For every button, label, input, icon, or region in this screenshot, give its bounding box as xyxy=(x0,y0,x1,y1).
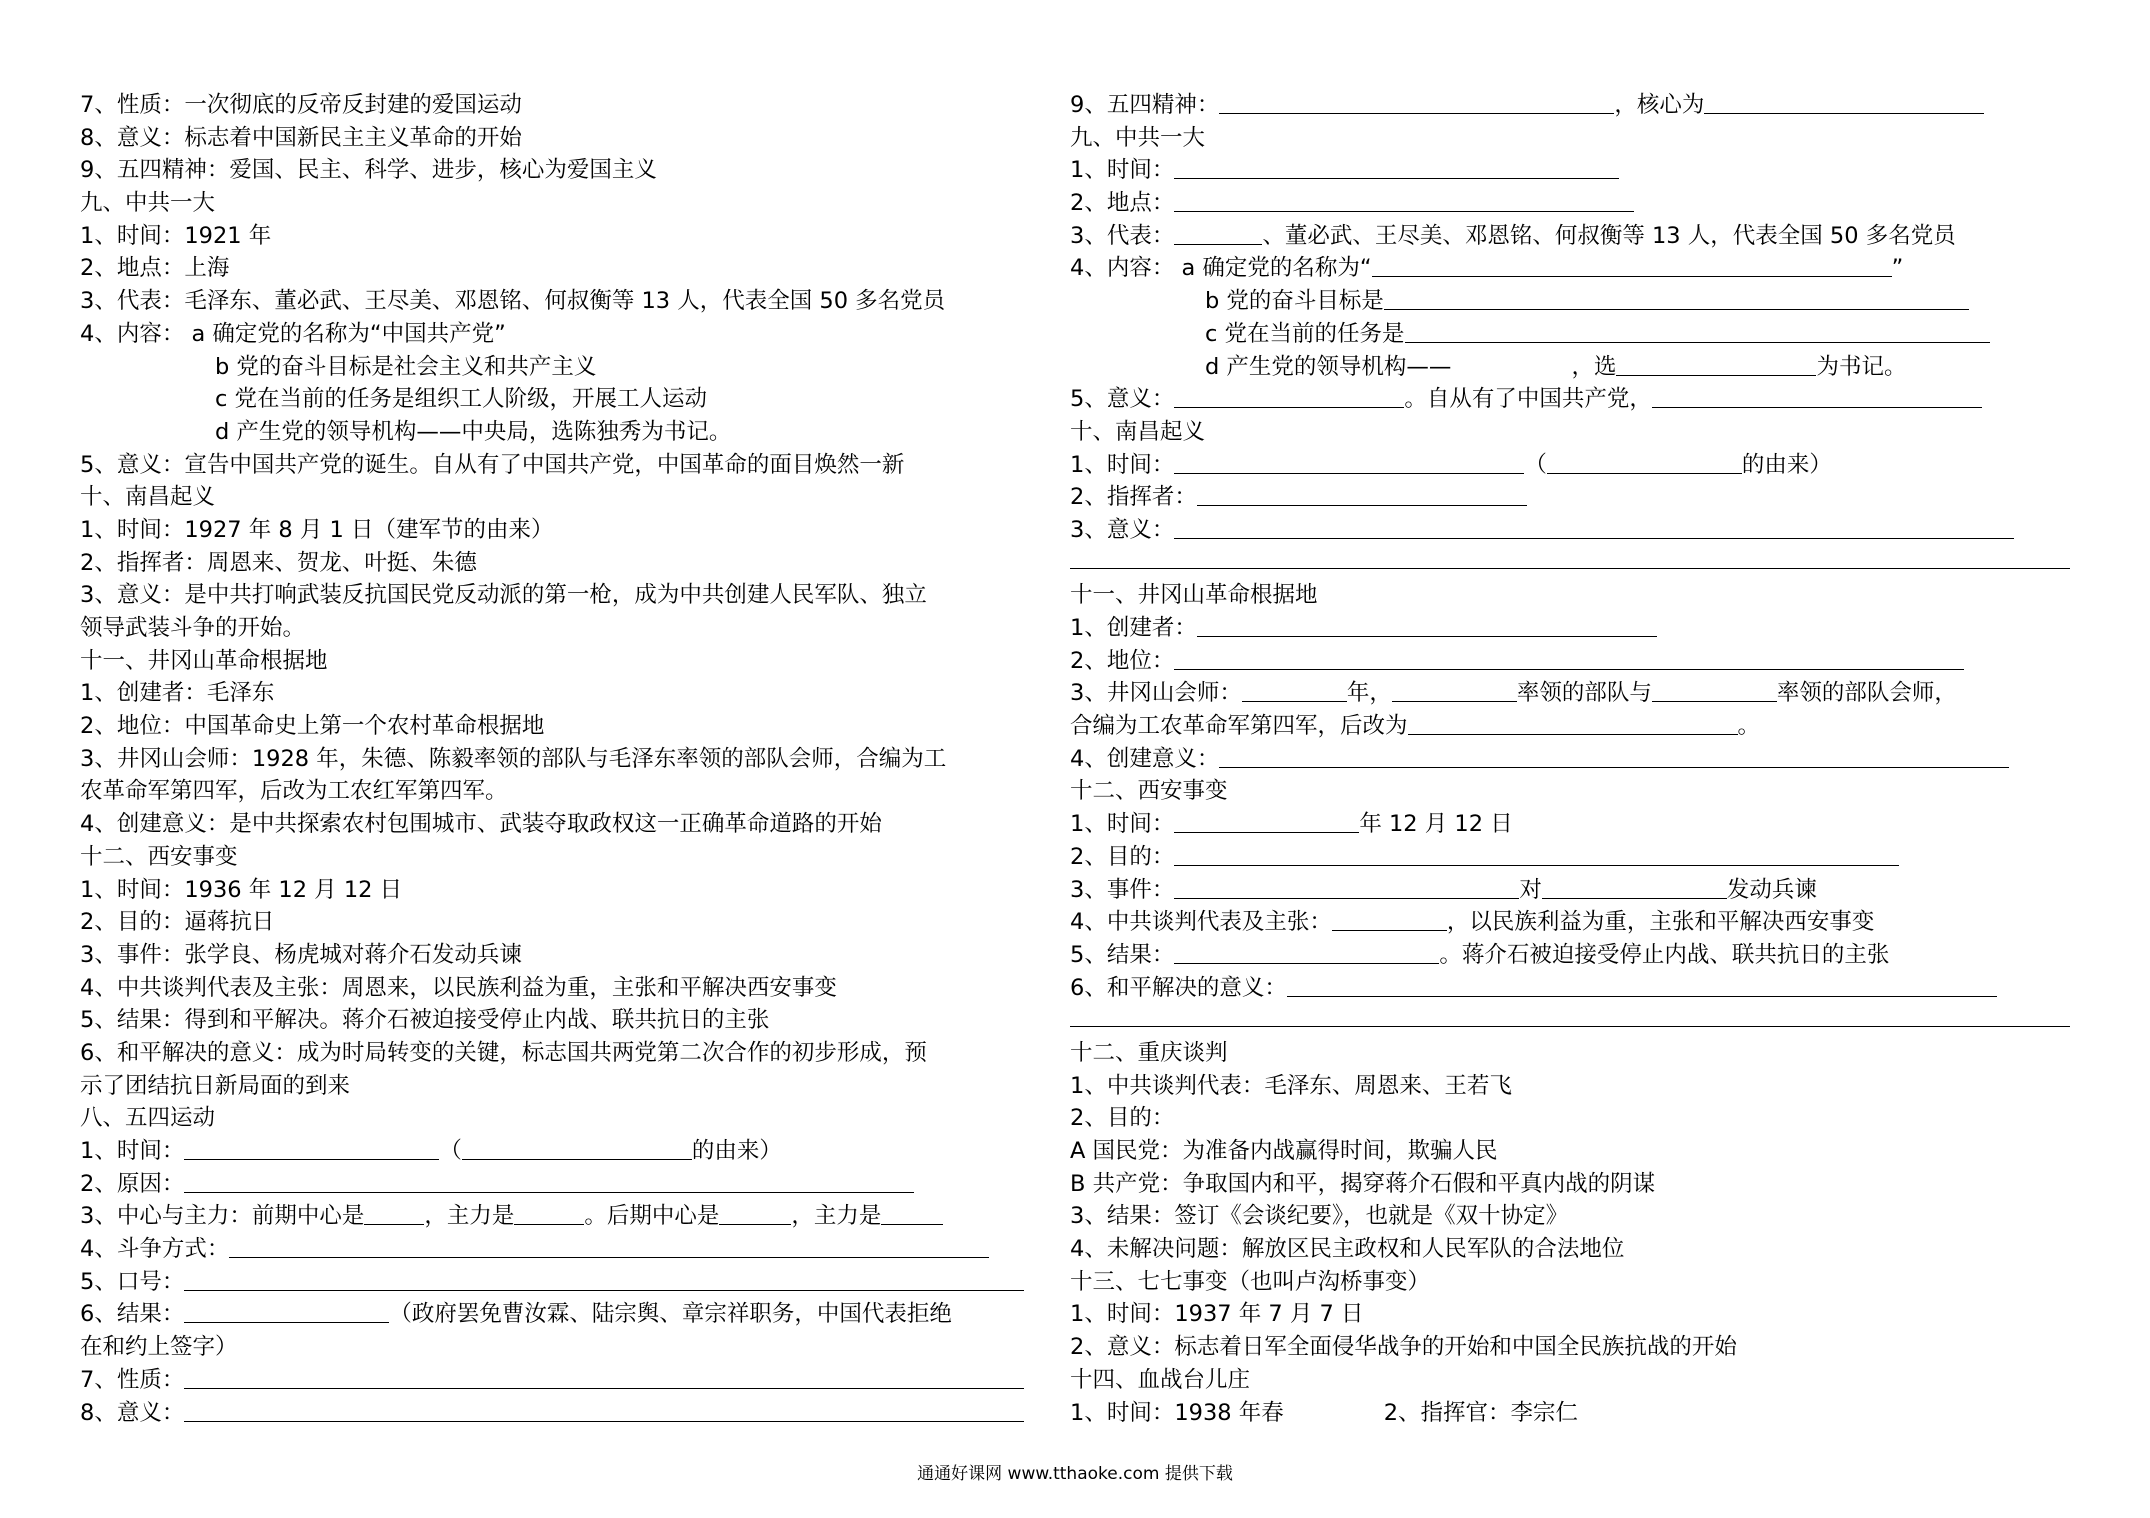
text-line: 1、时间：1927 年 8 月 1 日（建军节的由来） xyxy=(80,516,554,543)
blank-field[interactable] xyxy=(1547,451,1742,474)
section-heading: 十一、井冈山革命根据地 xyxy=(80,647,328,674)
blank-field[interactable] xyxy=(1384,287,1969,310)
text-line: d 产生党的领导机构——中央局，选陈独秀为书记。 xyxy=(215,418,732,445)
text-line: 2、地位：中国革命史上第一个农村革命根据地 xyxy=(80,713,545,740)
blank-line[interactable] xyxy=(1070,1004,2070,1037)
blank-field[interactable] xyxy=(184,1268,1024,1291)
text-line: 2、目的：逼蒋抗日 xyxy=(80,909,275,936)
fill-line: 3、代表： 、董必武、王尽美、邓恩铭、何叔衡等 13 人，代表全国 50 多名党员 xyxy=(1070,222,1956,249)
fill-line: 4、中共谈判代表及主张： ，以民族利益为重，主张和平解决西安事变 xyxy=(1070,909,1875,936)
text-line: 1、时间：1938 年春 2、指挥官：李宗仁 xyxy=(1070,1399,1579,1426)
blank-field[interactable] xyxy=(1542,876,1727,899)
fill-line: 1、创建者： xyxy=(1070,612,2070,645)
fill-line: 3、事件： 对 发动兵谏 xyxy=(1070,876,1817,903)
section-heading: 十一、井冈山革命根据地 xyxy=(1070,582,1318,609)
fill-line: 9、五四精神： ，核心为 xyxy=(1070,89,2070,122)
blank-field[interactable] xyxy=(1174,516,2014,539)
blank-field[interactable] xyxy=(1287,974,1997,997)
fill-line: 1、时间： 年 12 月 12 日 xyxy=(1070,811,1513,838)
text-line: 领导武装斗争的开始。 xyxy=(80,615,306,641)
blank-field[interactable] xyxy=(184,1300,389,1323)
section-heading: 十二、西安事变 xyxy=(1070,778,1228,805)
fill-line: 6、结果： （政府罢免曹汝霖、陆宗舆、章宗祥职务，中国代表拒绝 xyxy=(80,1301,952,1328)
text-line: c 党在当前的任务是组织工人阶级，开展工人运动 xyxy=(215,386,708,413)
text-line: A 国民党：为准备内战赢得时间，欺骗人民 xyxy=(1070,1138,1498,1164)
blank-field[interactable] xyxy=(1174,156,1619,179)
blank-field[interactable] xyxy=(1174,385,1404,408)
blank-field[interactable] xyxy=(1219,91,1614,114)
text-line: 2、意义：标志着日军全面侵华战争的开始和中国全民族抗战的开始 xyxy=(1070,1334,1737,1361)
fill-line: 2、地点： xyxy=(1070,187,2070,220)
text-line: 2、目的： xyxy=(1070,1105,1175,1132)
blank-field[interactable] xyxy=(1174,810,1359,833)
section-heading: 九、中共一大 xyxy=(80,190,216,217)
fill-line: 1、时间： （ 的由来） xyxy=(1070,451,1832,478)
blank-field[interactable] xyxy=(1197,483,1527,506)
fill-line: 4、内容： a 确定党的名称为“ ” xyxy=(1070,255,1904,282)
blank-field[interactable] xyxy=(1174,189,1634,212)
section-heading: 十二、重庆谈判 xyxy=(1070,1039,1228,1066)
fill-line: 2、原因： xyxy=(80,1168,1030,1201)
section-heading: 十四、血战台儿庄 xyxy=(1070,1366,1251,1393)
fill-line: c 党在当前的任务是 xyxy=(1070,318,2070,351)
fill-line: 3、意义： xyxy=(1070,514,2070,547)
text-line: 在和约上签字） xyxy=(80,1334,238,1361)
blank-field[interactable] xyxy=(1392,679,1517,702)
blank-field[interactable] xyxy=(184,1366,1024,1389)
fill-line: 8、意义： xyxy=(80,1397,1030,1430)
blank-field[interactable] xyxy=(184,1399,1024,1422)
text-line: 6、和平解决的意义：成为时局转变的关键，标志国共两党第二次合作的初步形成，预 xyxy=(80,1039,927,1066)
blank-field[interactable] xyxy=(1174,222,1262,245)
section-heading: 八、五四运动 xyxy=(80,1105,216,1132)
fill-line: 3、中心与主力：前期中心是 ，主力是 。后期中心是 ，主力是 xyxy=(80,1200,1030,1233)
text-line: 1、创建者：毛泽东 xyxy=(80,680,275,707)
fill-line: 1、时间： xyxy=(1070,154,2070,187)
fill-line: 6、和平解决的意义： xyxy=(1070,972,2070,1005)
fill-line: 5、结果： 。蒋介石被迫接受停止内战、联共抗日的主张 xyxy=(1070,941,1890,968)
blank-field[interactable] xyxy=(1332,908,1447,931)
fill-line: b 党的奋斗目标是 xyxy=(1070,285,2070,318)
fill-line: 3、井冈山会师： 年， 率领的部队与 率领的部队会师， xyxy=(1070,680,1957,707)
blank-field[interactable] xyxy=(881,1202,943,1225)
fill-line: 合编为工农革命军第四军，后改为 。 xyxy=(1070,713,1761,740)
text-line: 1、时间：1937 年 7 月 7 日 xyxy=(1070,1301,1364,1328)
blank-field[interactable] xyxy=(514,1202,584,1225)
text-line: 4、中共谈判代表及主张：周恩来，以民族利益为重，主张和平解决西安事变 xyxy=(80,974,837,1001)
blank-field[interactable] xyxy=(1704,91,1984,114)
text-line: 4、内容： a 确定党的名称为“中国共产党” xyxy=(80,320,506,347)
blank-field[interactable] xyxy=(1405,320,1990,343)
text-line: 3、代表：毛泽东、董必武、王尽美、邓恩铭、何叔衡等 13 人，代表全国 50 多名党员 xyxy=(80,288,946,315)
text-line: 1、时间：1936 年 12 月 12 日 xyxy=(80,876,403,903)
blank-field[interactable] xyxy=(1174,843,1899,866)
text-line: 5、结果：得到和平解决。蒋介石被迫接受停止内战、联共抗日的主张 xyxy=(80,1007,770,1034)
fill-line: 1、时间： （ 的由来） xyxy=(80,1138,782,1164)
fill-line: 5、口号： xyxy=(80,1266,1030,1299)
text-line: 1、中共谈判代表：毛泽东、周恩来、王若飞 xyxy=(1070,1072,1512,1099)
text-line: B 共产党：争取国内和平，揭穿蒋介石假和平真内战的阴谋 xyxy=(1070,1170,1656,1197)
fill-line: 7、性质： xyxy=(80,1364,1030,1397)
text-line: 1、时间：1921 年 xyxy=(80,222,272,249)
text-line: 3、井冈山会师：1928 年，朱德、陈毅率领的部队与毛泽东率领的部队会师，合编为工 xyxy=(80,745,947,772)
text-line: 5、意义：宣告中国共产党的诞生。自从有了中国共产党，中国革命的面目焕然一新 xyxy=(80,451,905,478)
fill-line: 4、创建意义： xyxy=(1070,743,2070,776)
blank-field[interactable] xyxy=(719,1202,791,1225)
blank-field[interactable] xyxy=(1174,876,1519,899)
blank-field[interactable] xyxy=(1174,451,1524,474)
blank-field[interactable] xyxy=(184,1170,914,1193)
blank-field[interactable] xyxy=(1242,679,1347,702)
text-line: 3、意义：是中共打响武装反抗国民党反动派的第一枪，成为中共创建人民军队、独立 xyxy=(80,582,927,609)
blank-field[interactable] xyxy=(462,1137,692,1160)
page-footer: 通通好课网 www.tthaoke.com 提供下载 xyxy=(917,1464,1233,1484)
blank-field[interactable] xyxy=(1174,647,1964,670)
blank-line[interactable] xyxy=(1070,547,2070,580)
left-column xyxy=(80,89,1030,1429)
blank-field[interactable] xyxy=(1219,745,2009,768)
text-line: 4、创建意义：是中共探索农村包围城市、武装夺取政权这一正确革命道路的开始 xyxy=(80,811,882,838)
blank-field[interactable] xyxy=(1408,712,1738,735)
blank-field[interactable] xyxy=(1174,941,1439,964)
blank-field[interactable] xyxy=(1197,614,1657,637)
section-heading: 十二、西安事变 xyxy=(80,843,238,870)
section-heading: 十三、七七事变（也叫卢沟桥事变） xyxy=(1070,1268,1431,1295)
fill-line: 5、意义： 。自从有了中国共产党， xyxy=(1070,383,2070,416)
fill-line: 4、斗争方式： xyxy=(80,1233,1030,1266)
text-line: 农革命军第四军，后改为工农红军第四军。 xyxy=(80,778,508,805)
text-line: 示了团结抗日新局面的到来 xyxy=(80,1072,351,1099)
text-line: 3、事件：张学良、杨虎城对蒋介石发动兵谏 xyxy=(80,941,522,968)
text-line: 2、指挥者：周恩来、贺龙、叶挺、朱德 xyxy=(80,549,477,576)
text-line: 9、五四精神：爱国、民主、科学、进步，核心为爱国主义 xyxy=(80,157,657,184)
fill-line: 2、目的： xyxy=(1070,841,2070,874)
text-line: b 党的奋斗目标是社会主义和共产主义 xyxy=(215,353,597,380)
text-line: 8、意义：标志着中国新民主主义革命的开始 xyxy=(80,124,522,151)
text-line: 7、性质：一次彻底的反帝反封建的爱国运动 xyxy=(80,92,522,118)
text-line: 3、结果：签订《会谈纪要》，也就是《双十协定》 xyxy=(1070,1203,1569,1230)
section-heading: 十、南昌起义 xyxy=(1070,418,1206,445)
blank-field[interactable] xyxy=(1652,385,1982,408)
fill-line: d 产生党的领导机构—— ，选 为书记。 xyxy=(1205,353,1907,380)
blank-field[interactable] xyxy=(229,1235,989,1258)
blank-field[interactable] xyxy=(1652,679,1777,702)
right-column xyxy=(1070,89,2070,1429)
section-heading: 九、中共一大 xyxy=(1070,124,1206,151)
text-line: 2、地点：上海 xyxy=(80,255,230,282)
blank-field[interactable] xyxy=(1372,254,1892,277)
blank-field[interactable] xyxy=(1616,353,1816,376)
blank-field[interactable] xyxy=(364,1202,424,1225)
fill-line: 2、地位： xyxy=(1070,645,2070,678)
text-line: 4、未解决问题：解放区民主政权和人民军队的合法地位 xyxy=(1070,1236,1625,1263)
blank-field[interactable] xyxy=(184,1137,439,1160)
fill-line: 2、指挥者： xyxy=(1070,481,2070,514)
section-heading: 十、南昌起义 xyxy=(80,484,216,511)
